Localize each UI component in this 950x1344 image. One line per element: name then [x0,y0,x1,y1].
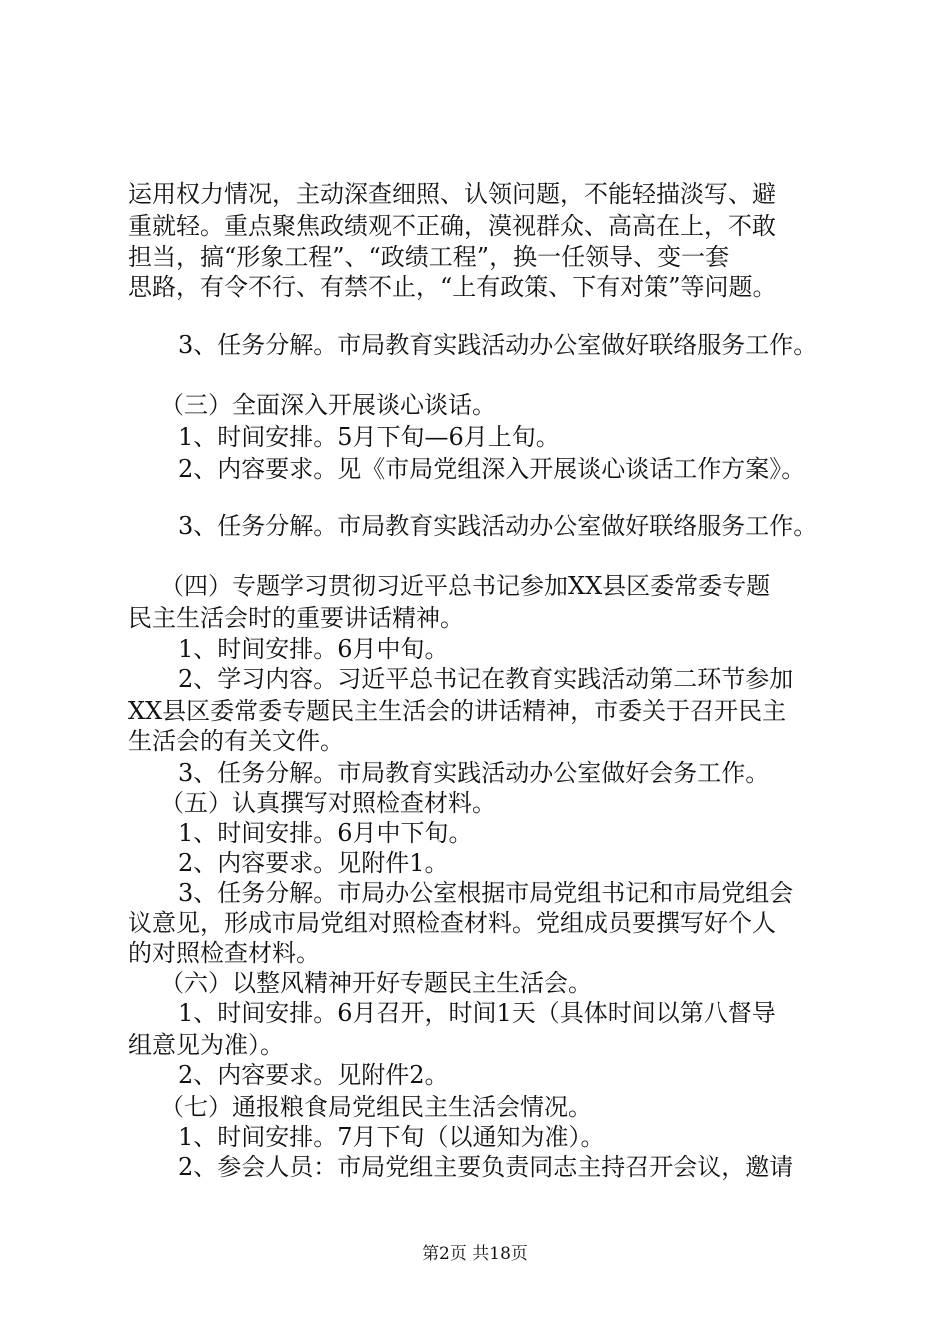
text-line: 3、任务分解。市局教育实践活动办公室做好会务工作。 [178,759,770,787]
text-line: 1、时间安排。5月下旬—6月上旬。 [178,423,560,451]
text-line: 民主生活会时的重要讲话精神。 [128,604,464,632]
text-line: XX县区委常委专题民主生活会的讲话精神，市委关于召开民主 [128,697,787,725]
text-line: 3、任务分解。市局教育实践活动办公室做好联络服务工作。 [178,331,818,359]
text-line: 组意见为准）。 [128,1031,284,1059]
text-line: 2、内容要求。见附件1。 [178,849,449,877]
text-line: 2、参会人员：市局党组主要负责同志主持召开会议，邀请 [178,1153,794,1181]
text-line: 议意见，形成市局党组对照检查材料。党组成员要撰写好个人 [128,909,776,937]
text-line: 1、时间安排。7月下旬（以通知为准）。 [178,1123,605,1151]
text-line: 2、内容要求。见附件2。 [178,1061,449,1089]
section-heading: （五）认真撰写对照检查材料。 [160,789,496,817]
text-line: 生活会的有关文件。 [128,727,344,755]
section-heading: （六）以整风精神开好专题民主生活会。 [160,969,592,997]
text-line: 重就轻。重点聚焦政绩观不正确，漠视群众、高高在上，不敢 [128,212,776,240]
text-line: 担当，搞“形象工程”、“政绩工程”，换一任领导、变一套 [128,243,730,271]
text-line: 3、任务分解。市局办公室根据市局党组书记和市局党组会 [178,879,794,907]
text-line: 2、内容要求。见《市局党组深入开展谈心谈话工作方案》。 [178,455,806,483]
text-line: 1、时间安排。6月召开，时间1天（具体时间以第八督导 [178,999,776,1027]
section-heading: （七）通报粮食局党组民主生活会情况。 [160,1093,592,1121]
page-number-footer: 第2页 共18页 [422,1244,528,1264]
section-heading: （四）专题学习贯彻习近平总书记参加XX县区委常委专题 [160,572,771,600]
text-line: 1、时间安排。6月中下旬。 [178,819,473,847]
text-line: 2、学习内容。习近平总书记在教育实践活动第二环节参加 [178,665,794,693]
text-line: 运用权力情况，主动深查细照、认领问题，不能轻描淡写、避 [128,180,776,208]
section-heading: （三）全面深入开展谈心谈话。 [160,391,496,419]
text-line: 3、任务分解。市局教育实践活动办公室做好联络服务工作。 [178,512,818,540]
text-line: 思路，有令不行、有禁不止，“上有政策、下有对策”等问题。 [128,273,777,301]
text-line: 1、时间安排。6月中旬。 [178,635,449,663]
text-line: 的对照检查材料。 [128,939,320,967]
